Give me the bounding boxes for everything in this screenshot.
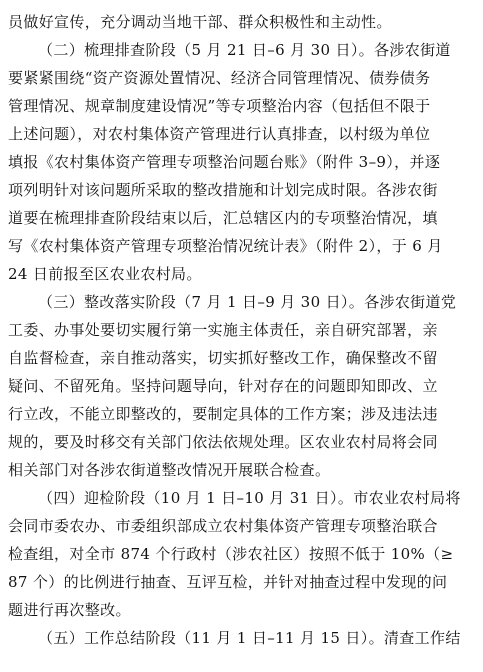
text-line: 相关部门对各涉农街道整改情况开展联合检查。 — [8, 461, 331, 479]
text-line: 规的，要及时移交有关部门依法依规处理。区农业农村局将会同 — [8, 433, 438, 451]
section-heading-line: （三）整改落实阶段（7 月 1 日–9 月 30 日）。各涉农街道党 — [38, 293, 457, 311]
text-line: 行立改，不能立即整改的，要制定具体的工作方案；涉及违法违 — [8, 405, 438, 423]
text-line: 管理情况、规章制度建设情况”等专项整治内容（包括但不限于 — [8, 97, 431, 115]
text-line: 写《农村集体资产管理专项整治情况统计表》（附件 2），于 6 月 — [8, 237, 443, 255]
text-line: 上述问题），对农村集体资产管理进行认真排查，以村级为单位 — [8, 125, 431, 143]
text-line: 24 日前报至区农业农村局。 — [8, 265, 202, 283]
text-line: 填报《农村集体资产管理专项整治问题台账》（附件 3–9），并逐 — [8, 153, 441, 171]
text-line: 道要在梳理排查阶段结束以后，汇总辖区内的专项整治情况，填 — [8, 209, 438, 227]
text-line: 自监督检查，亲自推动落实，切实抓好整改工作，确保整改不留 — [8, 349, 438, 367]
text-line: 检查组，对全市 874 个行政村（涉农社区）按照不低于 10%（≥ — [8, 545, 454, 563]
text-line: 会同市委农办、市委组织部成立农村集体资产管理专项整治联合 — [8, 517, 438, 535]
text-line: 要紧紧围绕“资产资源处置情况、经济合同管理情况、债券债务 — [8, 69, 431, 87]
section-heading-line: （四）迎检阶段（10 月 1 日–10 月 31 日）。市农业农村局将 — [38, 489, 461, 507]
text-line: 工委、办事处要切实履行第一实施主体责任，亲自研究部署，亲 — [8, 321, 438, 339]
section-heading-line: （二）梳理排查阶段（5 月 21 日–6 月 30 日）。各涉农街道 — [38, 41, 451, 59]
text-line: 题进行再次整改。 — [8, 601, 131, 619]
text-line: 员做好宣传，充分调动当地干部、群众积极性和主动性。 — [8, 13, 392, 31]
text-line: 项列明针对该问题所采取的整改措施和计划完成时限。各涉农街 — [8, 181, 438, 199]
text-line: 疑问、不留死角。坚持问题导向，针对存在的问题即知即改、立 — [8, 377, 438, 395]
section-heading-line: （五）工作总结阶段（11 月 1 日–11 月 15 日）。清查工作结 — [38, 629, 461, 647]
text-line: 87 个）的比例进行抽查、互评互检，并针对抽查过程中发现的问 — [8, 573, 448, 591]
